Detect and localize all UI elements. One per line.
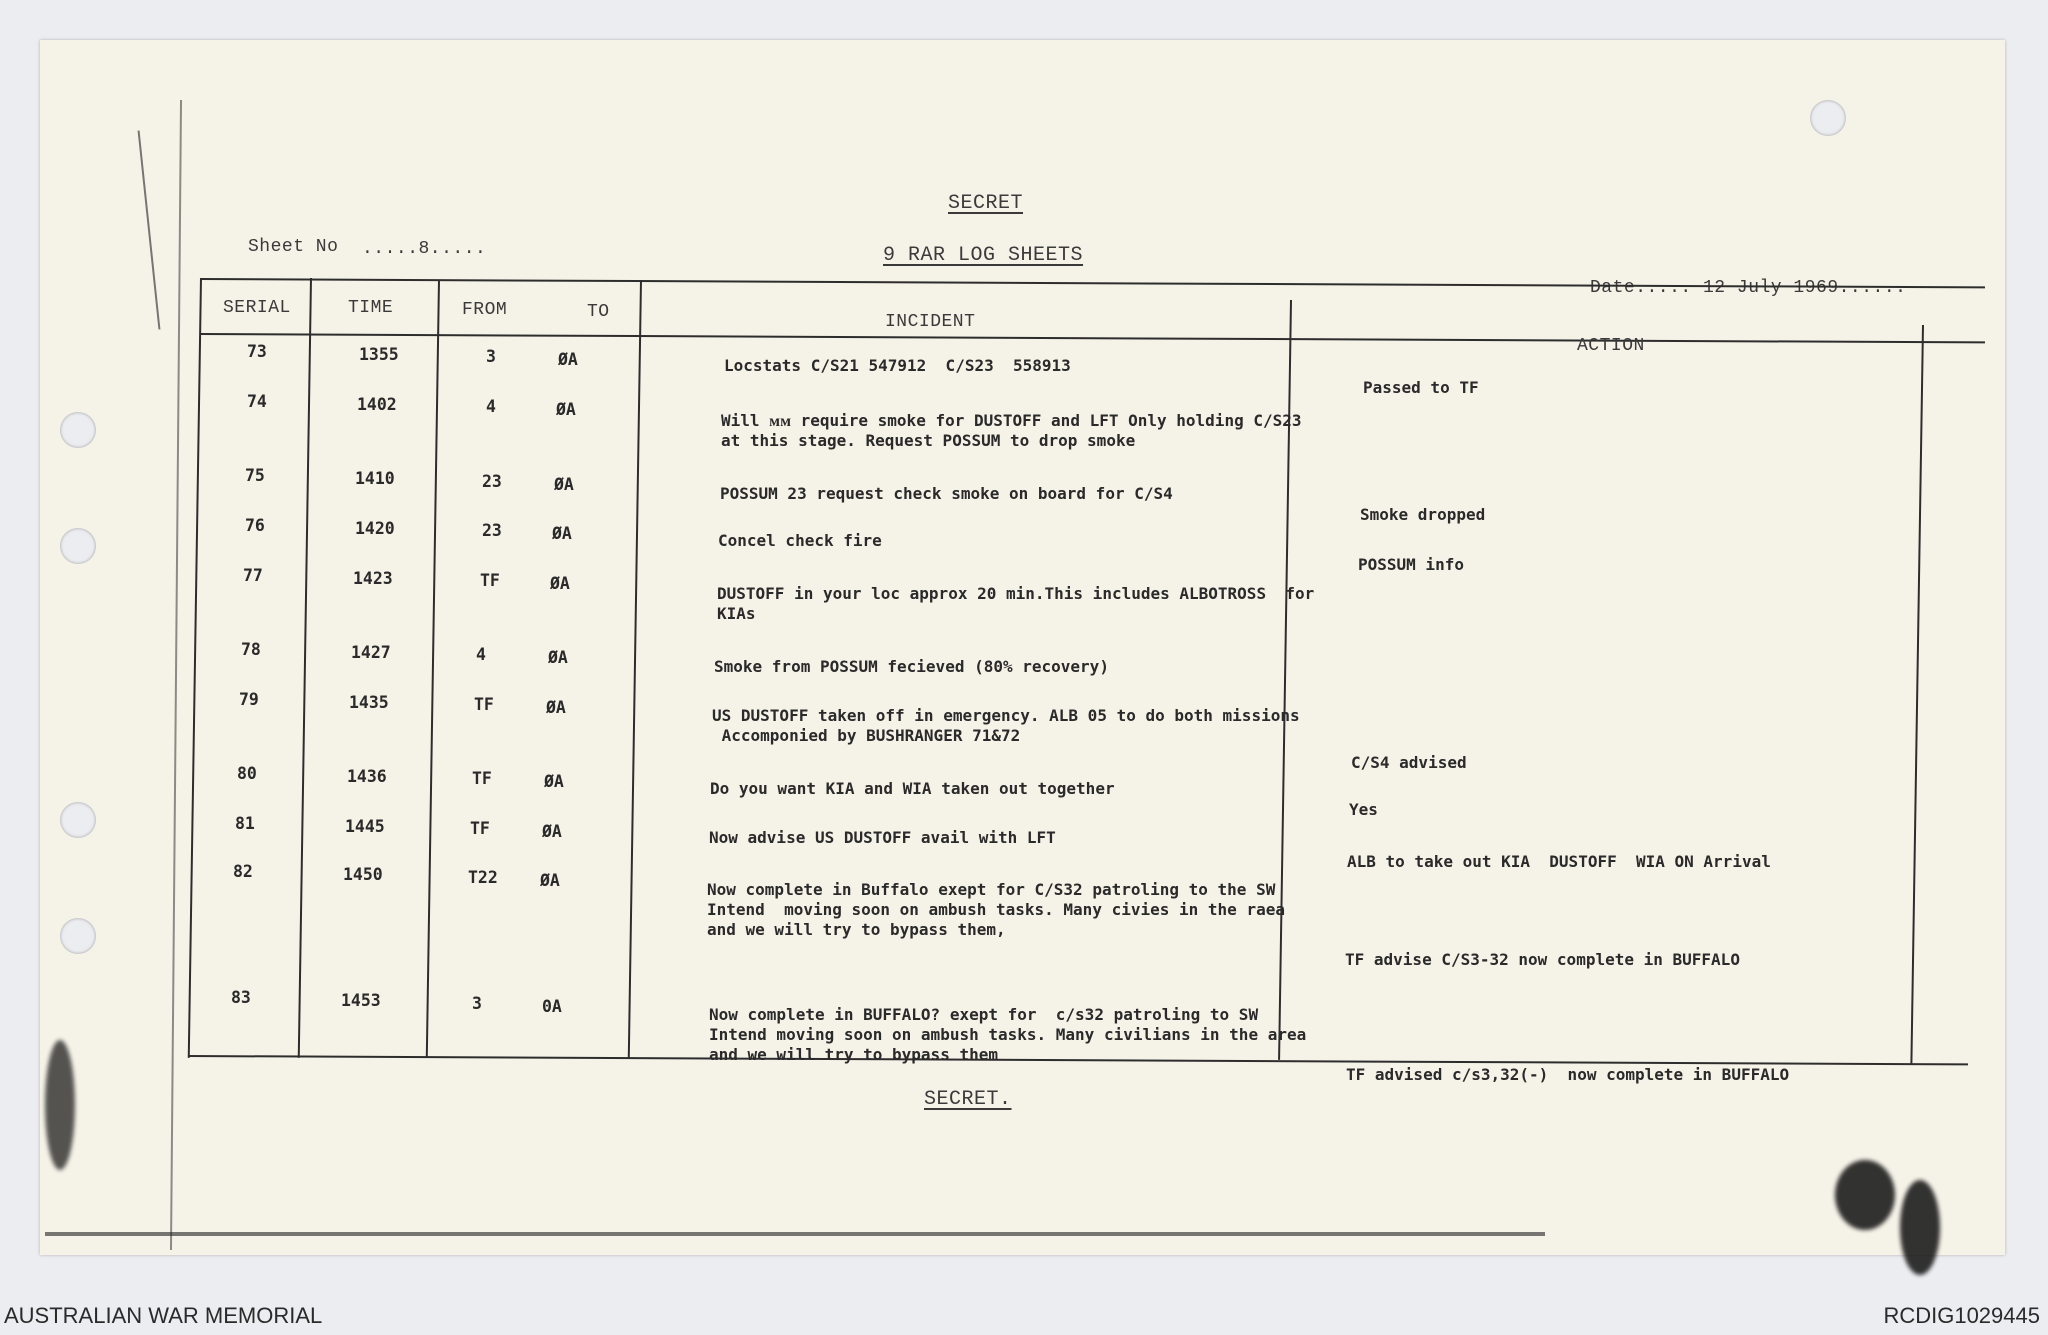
row-serial: 82: [233, 862, 253, 881]
row-serial: 81: [235, 814, 255, 833]
row-serial: 74: [247, 392, 267, 411]
ink-smudge: [45, 1040, 75, 1170]
row-from: TF: [472, 769, 492, 788]
row-from: 3: [472, 994, 482, 1013]
row-from: TF: [474, 695, 494, 714]
table-border: [298, 278, 312, 1058]
header-serial: SERIAL: [223, 298, 291, 318]
punch-hole: [60, 528, 96, 564]
row-from: 4: [476, 645, 486, 664]
ink-smudge: [1835, 1160, 1895, 1230]
row-to: ØA: [552, 524, 572, 543]
row-incident: US DUSTOFF taken off in emergency. ALB 05 to do both missions Accomponied by BUSHRANGER 71&72: [712, 706, 1300, 745]
row-to: ØA: [548, 648, 568, 667]
row-serial: 76: [245, 516, 265, 535]
row-to: 0A: [542, 997, 562, 1016]
header-incident: INCIDENT: [885, 312, 976, 332]
ink-smudge: [1900, 1180, 1940, 1275]
row-from: TF: [470, 819, 490, 838]
classification-bottom: SECRET.: [924, 1088, 1012, 1111]
classification-top: SECRET: [948, 192, 1024, 215]
row-action: Yes: [1349, 800, 1378, 819]
row-from: T22: [468, 868, 498, 887]
header-from: FROM: [462, 300, 508, 320]
punch-hole: [60, 918, 96, 954]
row-time: 1410: [355, 469, 395, 488]
sheet-number: .....8.....: [362, 239, 487, 259]
row-time: 1355: [359, 345, 399, 364]
row-incident: POSSUM 23 request check smoke on board for C/S4: [720, 484, 1173, 503]
document-title: 9 RAR LOG SHEETS: [883, 244, 1084, 267]
row-serial: 79: [239, 690, 259, 709]
row-time: 1435: [349, 693, 389, 712]
punch-hole: [60, 802, 96, 838]
row-from: 23: [482, 472, 502, 491]
row-to: ØA: [556, 400, 576, 419]
sheet-label: Sheet No: [248, 237, 339, 257]
row-action: TF advise C/S3-32 now complete in BUFFALO: [1345, 950, 1740, 969]
row-action: C/S4 advised: [1351, 753, 1467, 772]
row-incident: DUSTOFF in your loc approx 20 min.This includes ALBOTROSS for KIAs: [717, 584, 1315, 623]
date-value: 12 July 1969......: [1703, 278, 1907, 298]
row-serial: 75: [245, 466, 265, 485]
table-border: [426, 280, 440, 1058]
row-to: ØA: [540, 871, 560, 890]
punch-hole: [60, 412, 96, 448]
row-to: ØA: [544, 772, 564, 791]
row-incident: Do you want KIA and WIA taken out together: [710, 779, 1115, 798]
row-serial: 78: [241, 640, 261, 659]
row-serial: 80: [237, 764, 257, 783]
row-serial: 77: [243, 566, 263, 585]
table-border: [188, 278, 202, 1058]
row-action: Passed to TF: [1363, 378, 1479, 397]
row-incident: Now complete in Buffalo exept for C/S32 patroling to the SW Intend moving soon on ambush tasks. Many civies in the raea and we will try to bypass them,: [707, 880, 1285, 939]
scan-mark: [45, 1232, 1545, 1236]
archive-credit: AUSTRALIAN WAR MEMORIAL: [4, 1303, 323, 1328]
row-action: Smoke dropped: [1360, 505, 1486, 524]
row-time: 1423: [353, 569, 393, 588]
row-time: 1420: [355, 519, 395, 538]
table-border: [200, 333, 1985, 343]
row-incident: Locstats C/S21 547912 C/S23 558913: [724, 356, 1071, 375]
row-to: ØA: [550, 574, 570, 593]
row-incident: Now complete in BUFFALO? exept for c/s32 patroling to SW Intend moving soon on ambush tasks. Many civilians in the area and we will try to bypass them: [709, 1005, 1307, 1064]
scan-mark: [170, 100, 182, 1250]
row-from: 4: [486, 397, 496, 416]
row-time: 1445: [345, 817, 385, 836]
row-incident: Concel check fire: [718, 531, 882, 550]
row-action: TF advised c/s3,32(-) now complete in BUFFALO: [1346, 1065, 1790, 1084]
row-to: ØA: [554, 475, 574, 494]
row-from: 23: [482, 521, 502, 540]
row-incident: Will ᴍᴍ require smoke for DUSTOFF and LFT Only holding C/S23 at this stage. Request POSSUM to drop smoke: [721, 411, 1302, 450]
row-to: ØA: [546, 698, 566, 717]
row-time: 1402: [357, 395, 397, 414]
row-from: TF: [480, 571, 500, 590]
row-time: 1450: [343, 865, 383, 884]
row-incident: Smoke from POSSUM fecieved (80% recovery): [714, 657, 1109, 676]
table-border: [1910, 325, 1924, 1065]
row-action: ALB to take out KIA DUSTOFF WIA ON Arrival: [1347, 852, 1771, 871]
row-action: POSSUM info: [1358, 555, 1464, 574]
row-time: 1436: [347, 767, 387, 786]
table-border: [628, 280, 642, 1058]
record-id: RCDIG1029445: [1883, 1303, 2040, 1328]
row-serial: 83: [231, 988, 251, 1007]
date-label: Date.....: [1590, 278, 1692, 298]
row-time: 1427: [351, 643, 391, 662]
row-to: ØA: [558, 350, 578, 369]
row-incident: Now advise US DUSTOFF avail with LFT: [709, 828, 1056, 847]
scan-mark: [138, 130, 161, 329]
row-to: ØA: [542, 822, 562, 841]
row-serial: 73: [247, 342, 267, 361]
row-from: 3: [486, 347, 496, 366]
row-time: 1453: [341, 991, 381, 1010]
header-time: TIME: [348, 298, 394, 318]
punch-hole: [1810, 100, 1846, 136]
header-action: ACTION: [1577, 336, 1645, 356]
header-to: TO: [587, 302, 610, 322]
document-page: [40, 40, 2005, 1255]
